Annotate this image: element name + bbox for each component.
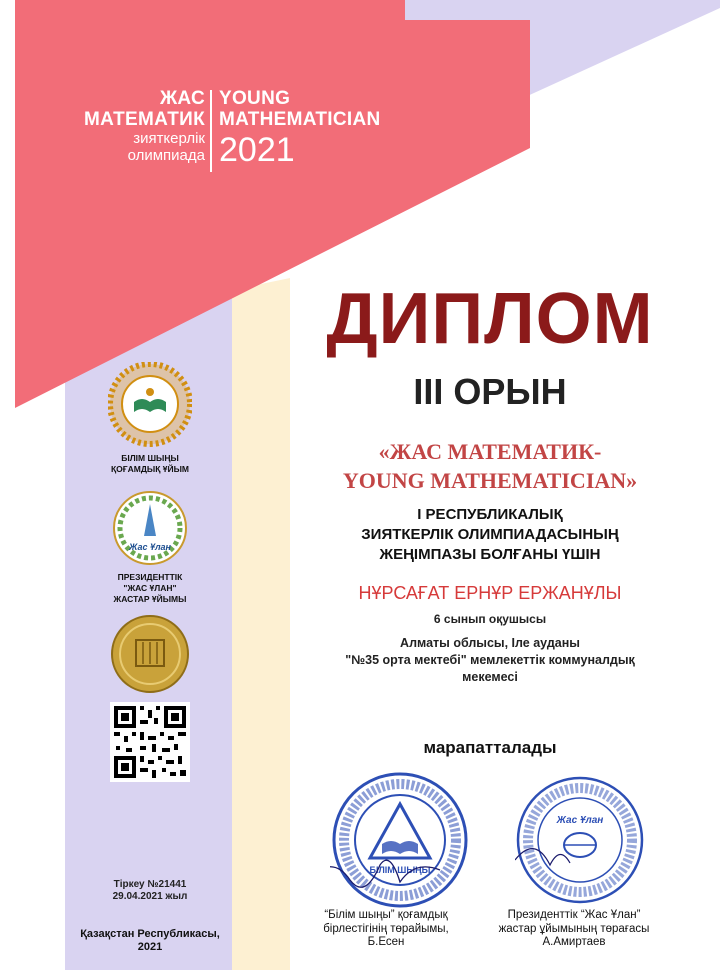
qr-code-icon (110, 702, 190, 782)
registration-date: 29.04.2021 жыл (112, 891, 188, 902)
zhas-ulan-logo (112, 490, 188, 566)
stamp-text-ring (344, 784, 456, 896)
place-label: ІІІ ОРЫН (413, 371, 567, 412)
cream-column (232, 278, 290, 970)
zhas-ulan-stamp (515, 775, 645, 905)
stamp-book-emblem (382, 841, 418, 854)
school-line-2: "№35 орта мектебі" мемлекеттік коммуналдық (345, 653, 635, 667)
stamp-text-ring (528, 788, 632, 892)
awarded-label: марапатталады (423, 738, 557, 757)
registration-number: Тіркеу №21441 (113, 879, 187, 890)
olympiad-name (300, 437, 680, 495)
org2-label (95, 572, 205, 605)
registration-info (80, 879, 220, 903)
header-en-line-1: YOUNG (219, 88, 291, 109)
award-reason (300, 505, 680, 565)
header-kz-line-1: ЖАС (159, 88, 205, 109)
award-reason-line-3: ЖЕҢІМПАЗЫ БОЛҒАНЫ ҮШІН (379, 546, 601, 563)
header-kz-title (40, 88, 205, 164)
award-reason-line-2: ЗИЯТКЕРЛІК ОЛИМПИАДАСЫНЫҢ (361, 526, 619, 543)
olympiad-name-line-1: «ЖАС МАТЕМАТИК- (378, 439, 602, 464)
stamp-center-text: БІЛІМ ШЫҢЫ (369, 865, 431, 875)
org1-label (95, 453, 205, 475)
school-line-3: мекемесі (462, 670, 518, 684)
signature-right-line-2: жастар ұйымының төрағасы (498, 922, 650, 935)
org2-label-line-2: "ЖАС ҰЛАН" (123, 583, 177, 593)
header-divider (210, 90, 212, 172)
stamp-outer-ring (334, 774, 466, 906)
stamp-center-text: Жас Ұлан (556, 815, 604, 826)
header-kz-line-2: МАТЕМАТИК (83, 109, 205, 130)
award-reason-line-1: I РЕСПУБЛИКАЛЫҚ (417, 506, 563, 523)
country-line: Қазақстан Республикасы, (80, 928, 220, 940)
org2-label-line-1: ПРЕЗИДЕНТТІК (117, 572, 183, 582)
header-year: 2021 (219, 131, 295, 169)
school-line-1: Алматы облысы, Іле ауданы (400, 636, 580, 650)
diploma-title: ДИПЛОМ (326, 279, 654, 359)
org1-label-line-1: БІЛІМ ШЫҢЫ (121, 453, 179, 463)
zhas-ulan-logo-text: Жас Ұлан (128, 542, 172, 552)
school-info (300, 635, 680, 686)
country-year (70, 928, 230, 954)
student-grade: 6 сынып оқушысы (433, 612, 547, 626)
logo-star-icon (146, 388, 154, 396)
signature-left-line-2: бірлестігінің төрайымы, (323, 922, 449, 935)
header-kz-sub-1: зияткерлік (133, 130, 205, 147)
winner-name: НҰРСАҒАТ ЕРНҰР ЕРЖАНҰЛЫ (358, 583, 622, 603)
olympiad-name-line-2: YOUNG MATHEMATICIAN» (342, 468, 638, 493)
signature-left-line-3: Б.Есен (367, 936, 405, 948)
org2-label-line-3: ЖАСТАР ҰЙЫМЫ (113, 594, 187, 604)
bilim-shyny-stamp (330, 770, 470, 910)
header-en-line-2: MATHEMATICIAN (219, 109, 381, 130)
signature-right-line-3: А.Амиртаев (542, 936, 606, 948)
gold-medal-icon (110, 614, 190, 694)
bilim-shyny-logo (108, 362, 192, 450)
stamp-outer-ring (518, 778, 642, 902)
signature-block-left (286, 909, 486, 950)
country-year-line: 2021 (137, 941, 163, 953)
signature-left-line-1: “Білім шыңы” қоғамдық (324, 909, 448, 921)
stamp-inner-ring (538, 798, 622, 882)
org1-label-line-2: ҚОҒАМДЫҚ ҰЙЫМ (110, 464, 189, 474)
header-en-title (219, 88, 419, 168)
header-kz-sub-2: олимпиада (127, 147, 205, 164)
signature-block-right (474, 909, 674, 950)
signature-right-line-1: Президенттік “Жас Ұлан” (507, 909, 641, 921)
